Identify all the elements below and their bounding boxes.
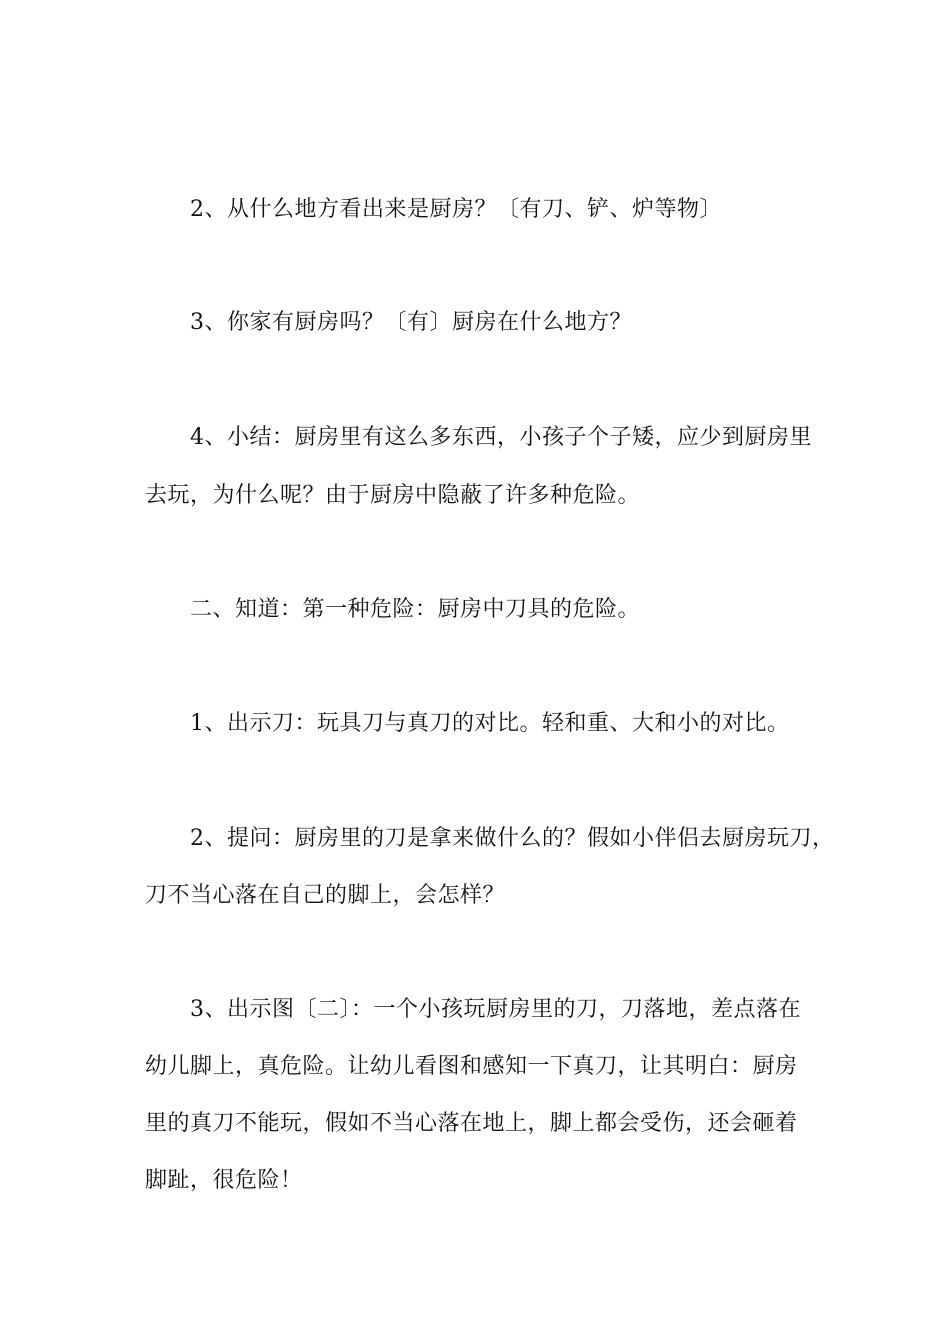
paragraph-line: 2、提问：厨房里的刀是拿来做什么的？假如小伴侣去厨房玩刀， [190,826,835,851]
paragraph-line: 4、小结：厨房里有这么多东西，小孩子个子矮，应少到厨房里 [190,425,812,450]
section-heading: 二、知道：第一种危险：厨房中刀具的危险。 [190,597,641,622]
paragraph-line: 1、出示刀：玩具刀与真刀的对比。轻和重、大和小的对比。 [190,711,790,736]
paragraph-line: 3、出示图〔二〕：一个小孩玩厨房里的刀，刀落地，差点落在 [190,997,801,1022]
paragraph-line: 刀不当心落在自己的脚上，会怎样？ [145,883,506,908]
paragraph-line: 脚趾，很危险！ [145,1168,303,1193]
paragraph-line: 幼儿脚上，真危险。让幼儿看图和感知一下真刀，让其明白：厨房 [145,1054,798,1079]
paragraph-line: 去玩，为什么呢？由于厨房中隐蔽了许多种危险。 [145,483,641,508]
paragraph-line: 2、从什么地方看出来是厨房？〔有刀、铲、炉等物〕 [190,197,722,222]
paragraph-line: 里的真刀不能玩，假如不当心落在地上，脚上都会受伤，还会砸着 [145,1111,798,1136]
paragraph-line: 3、你家有厨房吗？〔有〕厨房在什么地方？ [190,310,632,335]
